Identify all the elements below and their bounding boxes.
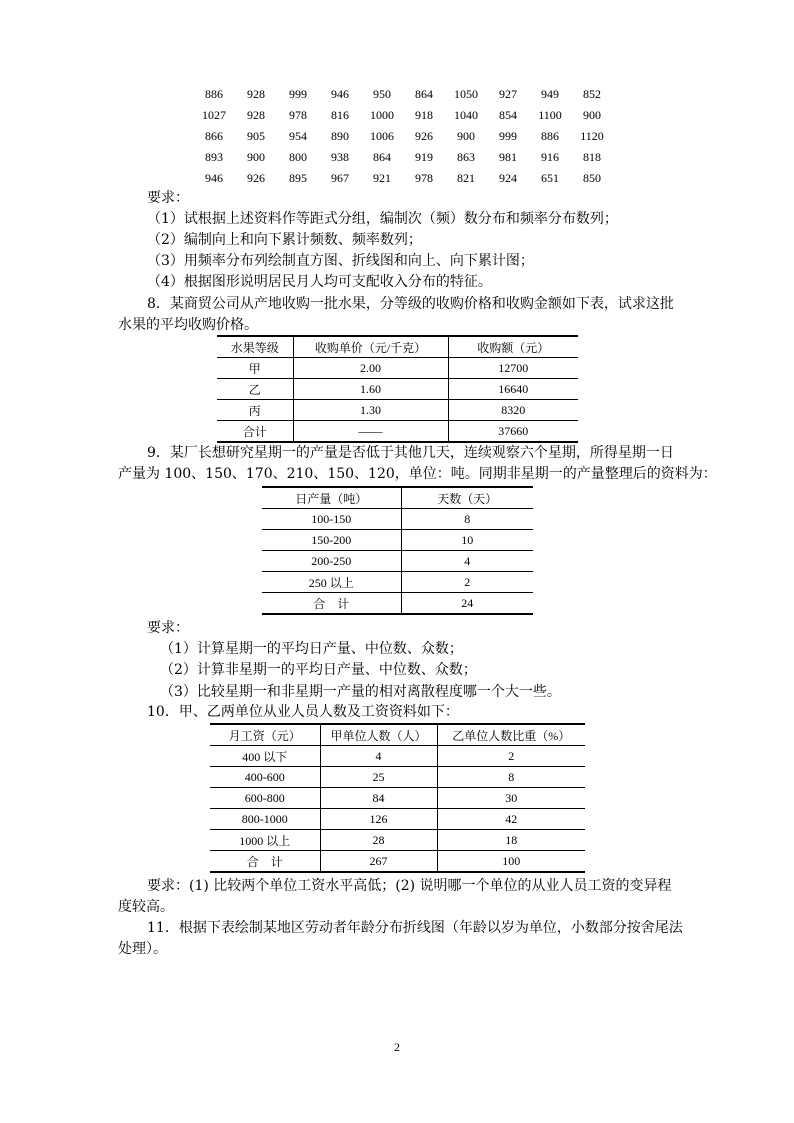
grid-cell: 1100 — [538, 108, 562, 122]
column-header: 日产量（吨） — [262, 487, 401, 509]
q10-requirements-line2: 度较高。 — [118, 899, 174, 915]
table-cell: 1.60 — [293, 379, 448, 400]
grid-cell: 893 — [205, 150, 223, 164]
grid-cell: 852 — [583, 87, 601, 101]
table-cell: 合 计 — [262, 593, 401, 615]
salary-table — [210, 723, 585, 873]
grid-row — [193, 105, 613, 126]
table-cell: 267 — [320, 851, 437, 873]
q10-question-line1: 10．甲、乙两单位从业人员人数及工资资料如下： — [147, 704, 459, 720]
grid-cell: 978 — [289, 108, 307, 122]
column-header: 收购单价（元/千克） — [293, 336, 448, 358]
table-cell: 2 — [401, 572, 533, 593]
q9-item-2: （2）计算非星期一的平均日产量、中位数、众数； — [160, 662, 477, 678]
table-cell: 10 — [401, 530, 533, 551]
grid-cell: 949 — [541, 87, 559, 101]
table-row — [262, 593, 533, 615]
grid-cell: 864 — [373, 150, 391, 164]
grid-cell: 886 — [205, 87, 223, 101]
grid-cell: 999 — [499, 129, 517, 143]
q8-question-line2: 水果的平均收购价格。 — [118, 317, 258, 333]
q9-question-line2: 产量为 100、150、170、210、150、120，单位：吨。同期非星期一的产量整理后的资料为： — [118, 466, 717, 482]
table-cell: 8320 — [448, 400, 578, 421]
table-cell: 600-800 — [210, 788, 320, 809]
table-cell: 84 — [320, 788, 437, 809]
table-row — [210, 746, 585, 767]
q9-question-line1: 9．某厂长想研究星期一的产量是否低于其他几天，连续观察六个星期，所得星期一日 — [147, 445, 674, 461]
grid-row — [193, 126, 613, 147]
grid-cell: 978 — [415, 171, 433, 185]
table-row — [210, 767, 585, 788]
q9-requirements-label: 要求： — [147, 620, 189, 636]
grid-cell: 905 — [247, 129, 265, 143]
table-row — [217, 400, 578, 421]
table-row — [262, 551, 533, 572]
table-row — [210, 788, 585, 809]
table-cell: 8 — [437, 767, 585, 788]
table-cell: 4 — [401, 551, 533, 572]
q7-requirements-label: 要求： — [147, 190, 189, 206]
grid-cell: 900 — [457, 129, 475, 143]
table-cell: 30 — [437, 788, 585, 809]
grid-cell: 890 — [331, 129, 349, 143]
income-data-grid — [193, 84, 613, 189]
table-cell: 1000 以上 — [210, 830, 320, 851]
grid-cell: 938 — [331, 150, 349, 164]
table-row — [262, 530, 533, 551]
grid-cell: 1006 — [370, 129, 394, 143]
table-cell: 合 计 — [210, 851, 320, 873]
grid-cell: 854 — [499, 108, 517, 122]
fruit-price-table — [217, 335, 578, 443]
q10-requirements-line1: 要求：(1) 比较两个单位工资水平高低；(2) 说明哪一个单位的从业人员工资的变异程 — [147, 878, 672, 894]
grid-cell: 918 — [415, 108, 433, 122]
grid-cell: 821 — [457, 171, 475, 185]
table-cell: 150-200 — [262, 530, 401, 551]
column-header: 甲单位人数（人） — [320, 724, 437, 746]
table-row — [217, 421, 578, 443]
page-number: 2 — [394, 1040, 400, 1054]
column-header: 天数（天） — [401, 487, 533, 509]
grid-cell: 946 — [205, 171, 223, 185]
table-cell: 2.00 — [293, 358, 448, 379]
grid-cell: 927 — [499, 87, 517, 101]
grid-cell: 916 — [541, 150, 559, 164]
grid-cell: 1027 — [202, 108, 226, 122]
table-cell: 37660 — [448, 421, 578, 443]
table-cell: 1.30 — [293, 400, 448, 421]
table-cell: 24 — [401, 593, 533, 615]
column-header: 收购额（元） — [448, 336, 578, 358]
table-row — [262, 509, 533, 530]
grid-cell: 800 — [289, 150, 307, 164]
grid-cell: 921 — [373, 171, 391, 185]
grid-cell: 818 — [583, 150, 601, 164]
table-cell: 400 以下 — [210, 746, 320, 767]
table-cell: 乙 — [217, 379, 293, 400]
grid-cell: 900 — [247, 150, 265, 164]
q7-item-2: （2）编制向上和向下累计频数、频率数列； — [147, 232, 422, 248]
table-cell: 800-1000 — [210, 809, 320, 830]
q7-item-3: （3）用频率分布列绘制直方图、折线图和向上、向下累计图； — [147, 253, 534, 269]
table-cell: 18 — [437, 830, 585, 851]
grid-row — [193, 84, 613, 105]
table-cell: 200-250 — [262, 551, 401, 572]
grid-cell: 1050 — [454, 87, 478, 101]
grid-cell: 900 — [583, 108, 601, 122]
q11-question-line1: 11．根据下表绘制某地区劳动者年龄分布折线图（年龄以岁为单位，小数部分按舍尾法 — [147, 920, 683, 936]
table-cell: 丙 — [217, 400, 293, 421]
grid-cell: 999 — [289, 87, 307, 101]
daily-output-table — [262, 486, 533, 615]
table-cell: 100 — [437, 851, 585, 873]
table-cell: 25 — [320, 767, 437, 788]
q7-item-4: （4）根据图形说明居民月人均可支配收入分布的特征。 — [147, 274, 492, 290]
grid-cell: 954 — [289, 129, 307, 143]
grid-row — [193, 147, 613, 168]
grid-cell: 816 — [331, 108, 349, 122]
grid-cell: 919 — [415, 150, 433, 164]
q9-item-1: （1）计算星期一的平均日产量、中位数、众数； — [160, 641, 463, 657]
table-cell: 4 — [320, 746, 437, 767]
column-header: 月工资（元） — [210, 724, 320, 746]
table-row — [262, 572, 533, 593]
table-cell: —— — [293, 421, 448, 443]
grid-cell: 895 — [289, 171, 307, 185]
table-cell: 2 — [437, 746, 585, 767]
grid-cell: 866 — [205, 129, 223, 143]
table-cell: 250 以上 — [262, 572, 401, 593]
q9-item-3: （3）比较星期一和非星期一产量的相对离散程度哪一个大一些。 — [160, 684, 561, 700]
grid-cell: 1040 — [454, 108, 478, 122]
table-cell: 42 — [437, 809, 585, 830]
table-cell: 8 — [401, 509, 533, 530]
grid-cell: 926 — [415, 129, 433, 143]
table-cell: 100-150 — [262, 509, 401, 530]
column-header: 乙单位人数比重（%） — [437, 724, 585, 746]
grid-cell: 926 — [247, 171, 265, 185]
table-cell: 16640 — [448, 379, 578, 400]
grid-cell: 967 — [331, 171, 349, 185]
q11-question-line2: 处理）。 — [118, 941, 167, 957]
table-cell: 12700 — [448, 358, 578, 379]
q8-question-line1: 8．某商贸公司从产地收购一批水果，分等级的收购价格和收购金额如下表，试求这批 — [147, 296, 674, 312]
table-cell: 400-600 — [210, 767, 320, 788]
grid-cell: 946 — [331, 87, 349, 101]
grid-cell: 651 — [541, 171, 559, 185]
grid-cell: 1120 — [580, 129, 604, 143]
grid-cell: 886 — [541, 129, 559, 143]
table-cell: 126 — [320, 809, 437, 830]
q7-item-1: （1）试根据上述资料作等距式分组，编制次（频）数分布和频率分布数列； — [147, 211, 618, 227]
table-cell: 合计 — [217, 421, 293, 443]
table-row — [210, 830, 585, 851]
column-header: 水果等级 — [217, 336, 293, 358]
grid-cell: 864 — [415, 87, 433, 101]
grid-cell: 863 — [457, 150, 475, 164]
table-cell: 28 — [320, 830, 437, 851]
grid-cell: 981 — [499, 150, 517, 164]
grid-cell: 924 — [499, 171, 517, 185]
grid-cell: 1000 — [370, 108, 394, 122]
grid-cell: 928 — [247, 108, 265, 122]
table-row — [217, 358, 578, 379]
grid-cell: 950 — [373, 87, 391, 101]
grid-cell: 928 — [247, 87, 265, 101]
grid-row — [193, 168, 613, 189]
table-row — [210, 809, 585, 830]
table-row — [210, 851, 585, 873]
table-cell: 甲 — [217, 358, 293, 379]
grid-cell: 850 — [583, 171, 601, 185]
table-row — [217, 379, 578, 400]
